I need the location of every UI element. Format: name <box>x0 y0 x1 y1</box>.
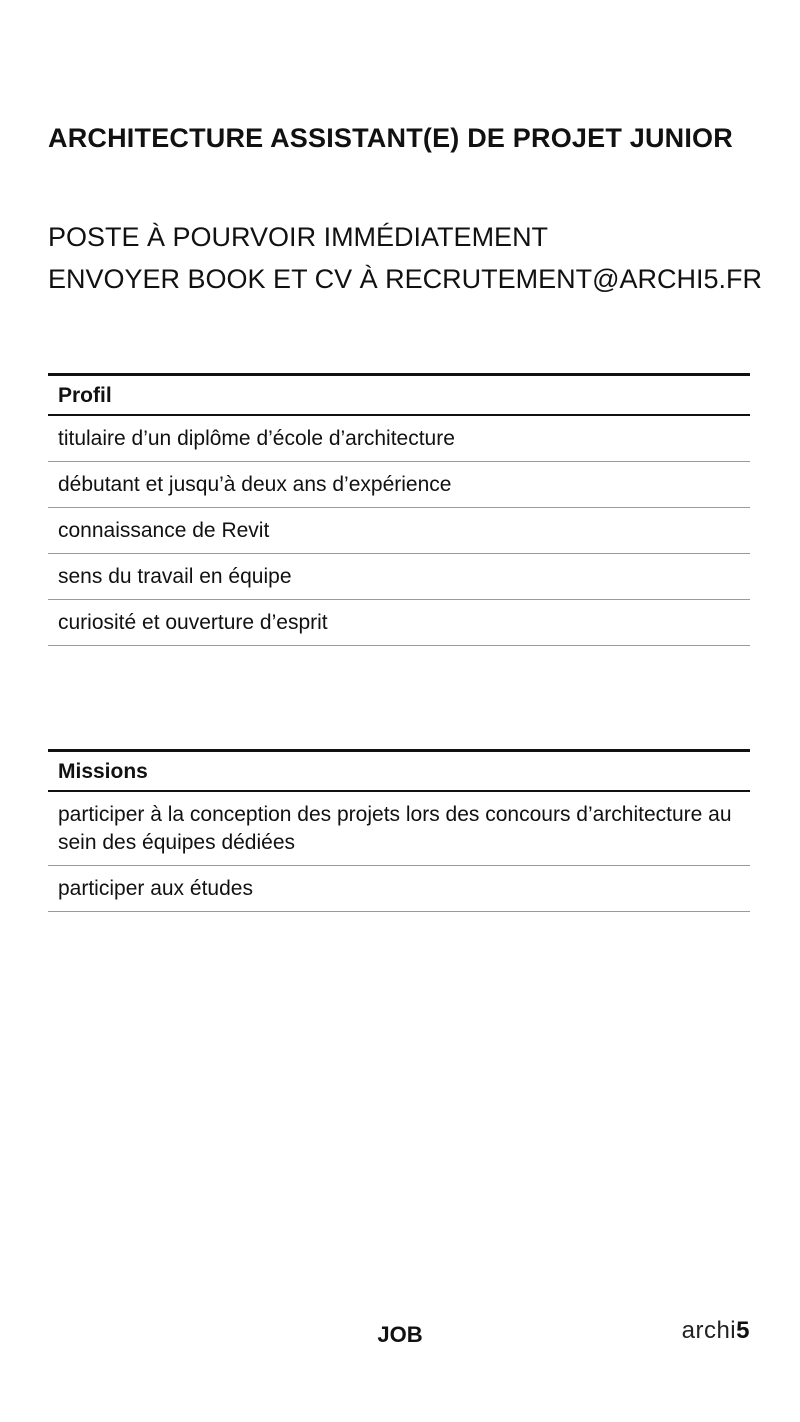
missions-item: participer à la conception des projets lors des concours d’architecture au sein des équipes dédiées <box>48 792 750 866</box>
profil-item: sens du travail en équipe <box>48 554 750 600</box>
profil-item: curiosité et ouverture d’esprit <box>48 600 750 646</box>
brand-logo-number: 5 <box>736 1317 750 1344</box>
brand-logo-text: archi <box>681 1317 737 1344</box>
profil-item: titulaire d’un diplôme d’école d’architecture <box>48 416 750 462</box>
missions-section <box>48 749 750 912</box>
profil-heading: Profil <box>48 376 750 416</box>
missions-heading: Missions <box>48 752 750 792</box>
job-notice <box>48 216 768 300</box>
notice-application-email: ENVOYER BOOK ET CV À RECRUTEMENT@ARCHI5.FR <box>48 264 763 294</box>
profil-item: débutant et jusqu’à deux ans d’expérience <box>48 462 750 508</box>
profil-item: connaissance de Revit <box>48 508 750 554</box>
profil-section <box>48 373 750 646</box>
page-title: ARCHITECTURE ASSISTANT(E) DE PROJET JUNIOR <box>48 123 733 153</box>
notice-availability: POSTE À POURVOIR IMMÉDIATEMENT <box>48 222 549 252</box>
missions-item: participer aux études <box>48 866 750 912</box>
brand-logo <box>682 1316 750 1346</box>
footer-job-label: JOB <box>377 1322 423 1347</box>
